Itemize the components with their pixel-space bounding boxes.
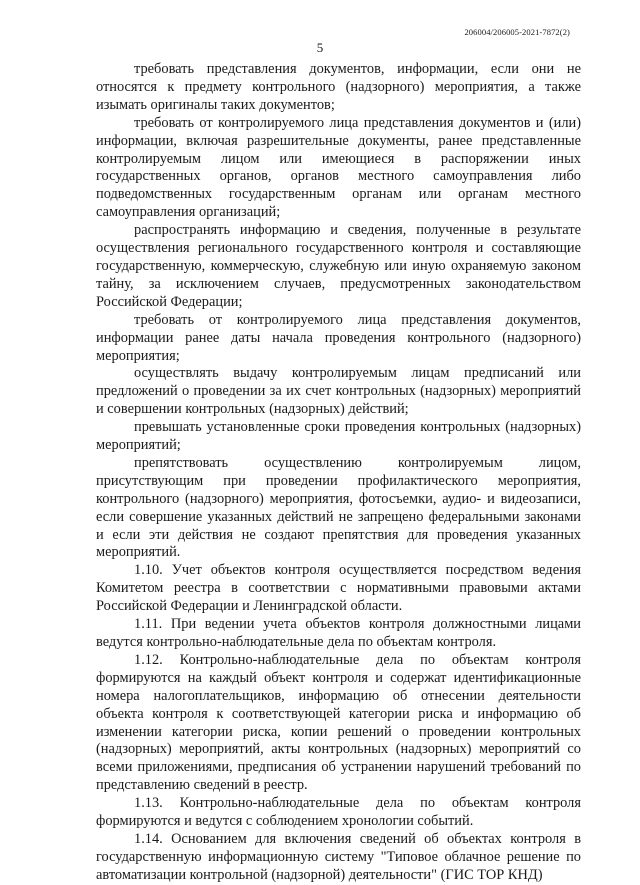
paragraph: распространять информацию и сведения, полученные в результате осуществления регионального государственного контроля и составляющие государственную, коммерческую, служебную или иную охраняемую законом тайну, за исключением случаев, предусмотренных законодательством Российской Федерации;	[96, 222, 581, 310]
document-id: 206004/206005-2021-7872(2)	[464, 27, 570, 37]
paragraph: 1.14. Основанием для включения сведений об объектах контроля в государственную информационную систему "Типовое облачное решение по автоматизации контрольной (надзорной) деятельности" (ГИС ТОР КНД)	[96, 830, 581, 883]
paragraph: осуществлять выдачу контролируемым лицам предписаний или предложений о проведении за их счет контрольных (надзорных) мероприятий и совершении контрольных (надзорных) действий;	[96, 365, 581, 418]
paragraph: требовать представления документов, информации, если они не относятся к предмету контрольного (надзорного) мероприятия, а также изымать оригиналы таких документов;	[96, 61, 581, 113]
paragraph: 1.13. Контрольно-наблюдательные дела по объектам контроля формируются и ведутся с соблюдением хронологии событий.	[96, 795, 581, 830]
paragraph: превышать установленные сроки проведения контрольных (надзорных) мероприятий;	[96, 419, 581, 454]
paragraph: 1.12. Контрольно-наблюдательные дела по объектам контроля формируются на каждый объект контроля и содержат идентификационные номера налогоплательщиков, информацию об отнесении деятельности объекта контроля к соответствующей категории риска и информацию об изменении категории риска, копии решений о проведении контрольных (надзорных) мероприятий, акты контрольных (надзорных) мероприятий со всеми приложениями, предписания об устранении нарушений требований по представлению сведений в реестр.	[96, 651, 581, 794]
paragraph: 1.11. При ведении учета объектов контроля должностными лицами ведутся контрольно-наблюдательные дела по объектам контроля.	[96, 616, 581, 650]
paragraph: препятствовать осуществлению контролируемым лицом, присутствующим при проведении профилактического мероприятия, контрольного (надзорного) мероприятия, фотосъемки, аудио- и видеозаписи, если совершение указанных действий не запрещено федеральными законами и если эти действия не создают препятствия для проведения указанных мероприятий.	[96, 454, 581, 561]
paragraph: 1.10. Учет объектов контроля осуществляется посредством ведения Комитетом реестра в соответствии с нормативными правовыми актами Российской Федерации и Ленинградской области.	[96, 562, 581, 615]
page-number: 5	[316, 40, 324, 55]
document-body	[96, 61, 581, 885]
paragraph: требовать от контролируемого лица представления документов и (или) информации, включая разрешительные документы, ранее представленные контролируемым лицом или имеющиеся в распоряжении иных государственных органов, органов местного самоуправления либо подведомственных государственным органам или органам местного самоуправления организаций;	[96, 114, 581, 221]
paragraph: требовать от контролируемого лица представления документов, информации ранее даты начала проведения контрольного (надзорного) мероприятия;	[96, 311, 581, 364]
